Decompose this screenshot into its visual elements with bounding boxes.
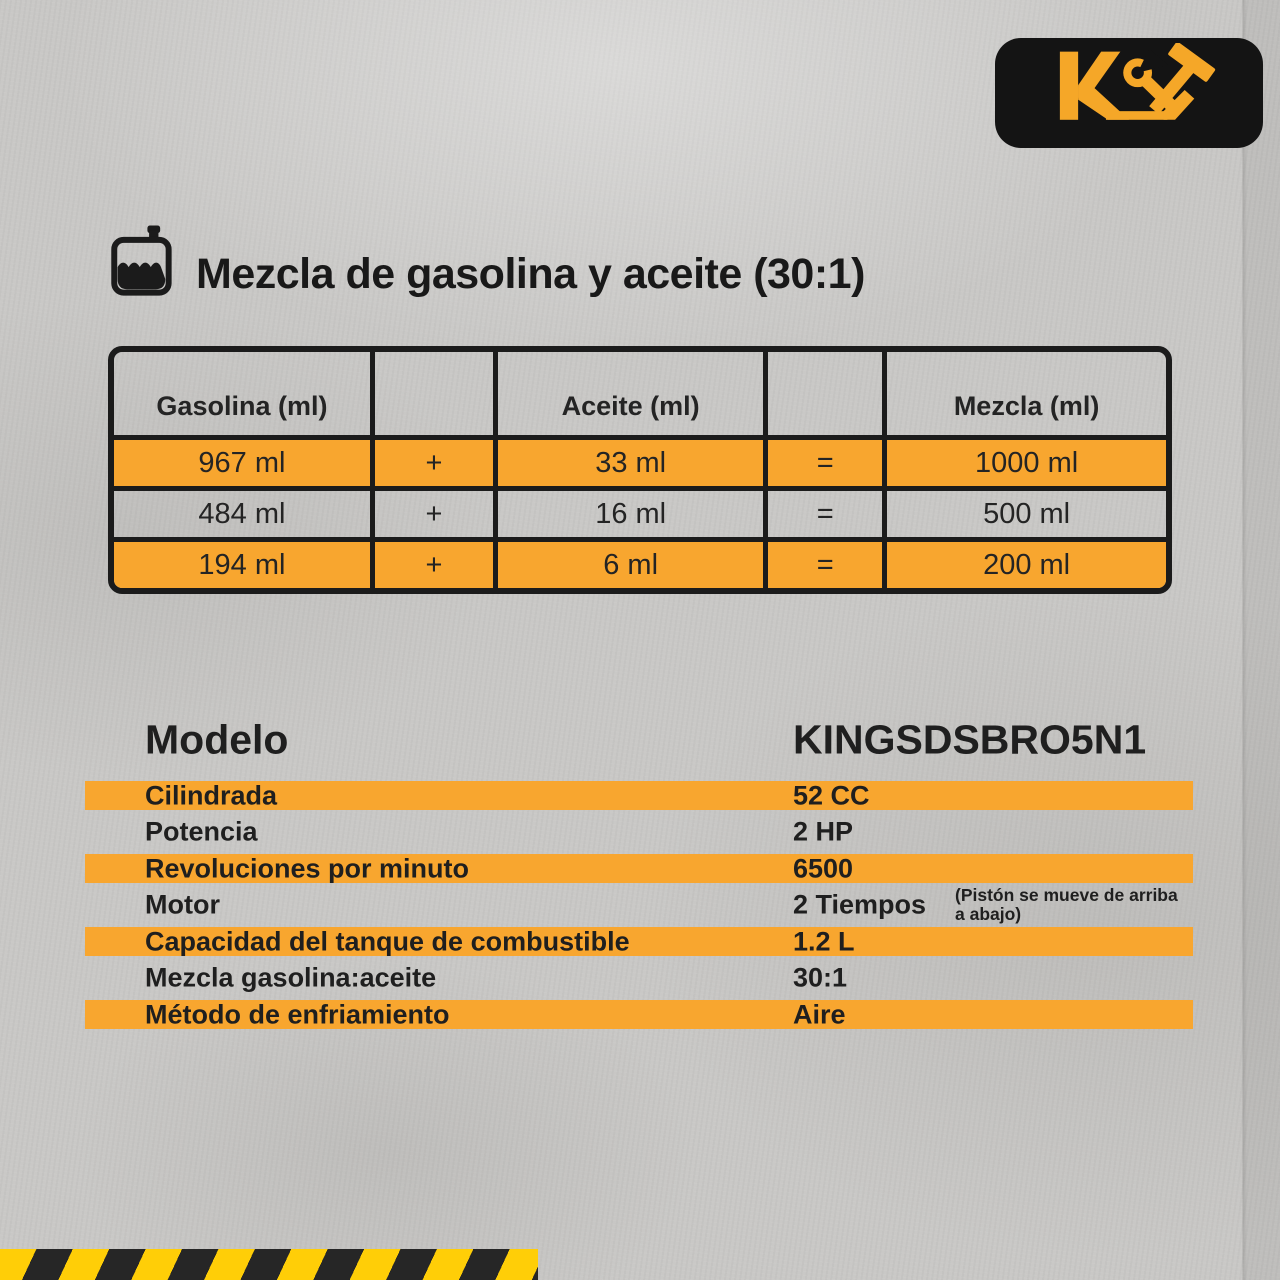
mix-table-header	[114, 352, 1166, 435]
spec-row	[85, 1000, 1193, 1029]
mix-cell-gasolina: 484 ml	[114, 491, 375, 537]
mix-header-aceite: Aceite (ml)	[498, 352, 768, 435]
spec-row	[85, 956, 1193, 1000]
mix-table-row	[114, 537, 1166, 588]
mix-header-gasolina: Gasolina (ml)	[114, 352, 375, 435]
mix-table	[108, 346, 1172, 594]
spec-value: 52 CC	[793, 780, 870, 810]
spec-value: 30:1	[793, 962, 848, 993]
spec-value: Aire	[793, 999, 846, 1029]
equals-operator: =	[768, 542, 887, 588]
mix-header-plus	[375, 352, 498, 435]
hazard-stripe-ribbon	[0, 1249, 538, 1280]
plus-operator: +	[375, 542, 498, 588]
plus-operator: +	[375, 440, 498, 486]
page-title: Mezcla de gasolina y aceite (30:1)	[196, 250, 865, 298]
fuel-canister-icon	[110, 224, 178, 305]
mix-table-row	[114, 435, 1166, 486]
model-value: KINGSDSBRO5N1	[793, 716, 1147, 763]
mix-cell-mezcla: 500 ml	[983, 497, 1071, 530]
spec-label: Motor	[145, 889, 220, 920]
spec-label: Mezcla gasolina:aceite	[145, 962, 437, 993]
spec-value: 6500	[793, 853, 854, 883]
spec-label: Potencia	[145, 816, 258, 847]
mix-cell-mezcla: 1000 ml	[975, 446, 1079, 479]
mix-header-mezcla: Mezcla (ml)	[953, 391, 1100, 421]
model-label: Modelo	[145, 716, 289, 763]
spec-label: Método de enfriamiento	[145, 999, 450, 1029]
mix-header-equals	[768, 352, 887, 435]
equals-operator: =	[768, 491, 887, 537]
k-wrench-hammer-logo-icon	[1023, 43, 1235, 144]
spec-row	[85, 883, 1193, 927]
plus-operator: +	[375, 491, 498, 537]
equals-operator: =	[768, 440, 887, 486]
spec-value: 2 Tiempos	[793, 889, 927, 920]
spec-row	[85, 927, 1193, 956]
spec-row	[85, 810, 1193, 854]
spec-label: Revoluciones por minuto	[145, 853, 470, 883]
spec-row	[85, 781, 1193, 810]
model-row	[85, 710, 1193, 770]
mix-cell-mezcla: 200 ml	[983, 548, 1071, 581]
mix-cell-aceite: 6 ml	[498, 542, 768, 588]
spec-note: (Pistón se mueve de arriba a abajo)	[955, 885, 1178, 924]
mix-cell-aceite: 33 ml	[498, 440, 768, 486]
brand-logo-plate	[995, 38, 1263, 148]
mix-cell-gasolina: 194 ml	[114, 542, 375, 588]
spec-value: 1.2 L	[793, 926, 855, 956]
mix-cell-aceite: 16 ml	[498, 491, 768, 537]
mix-table-row	[114, 486, 1166, 537]
spec-label: Cilindrada	[145, 780, 278, 810]
spec-list	[85, 781, 1193, 1029]
spec-value: 2 HP	[793, 816, 854, 847]
spec-label: Capacidad del tanque de combustible	[145, 926, 630, 956]
mix-cell-gasolina: 967 ml	[114, 440, 375, 486]
spec-row	[85, 854, 1193, 883]
